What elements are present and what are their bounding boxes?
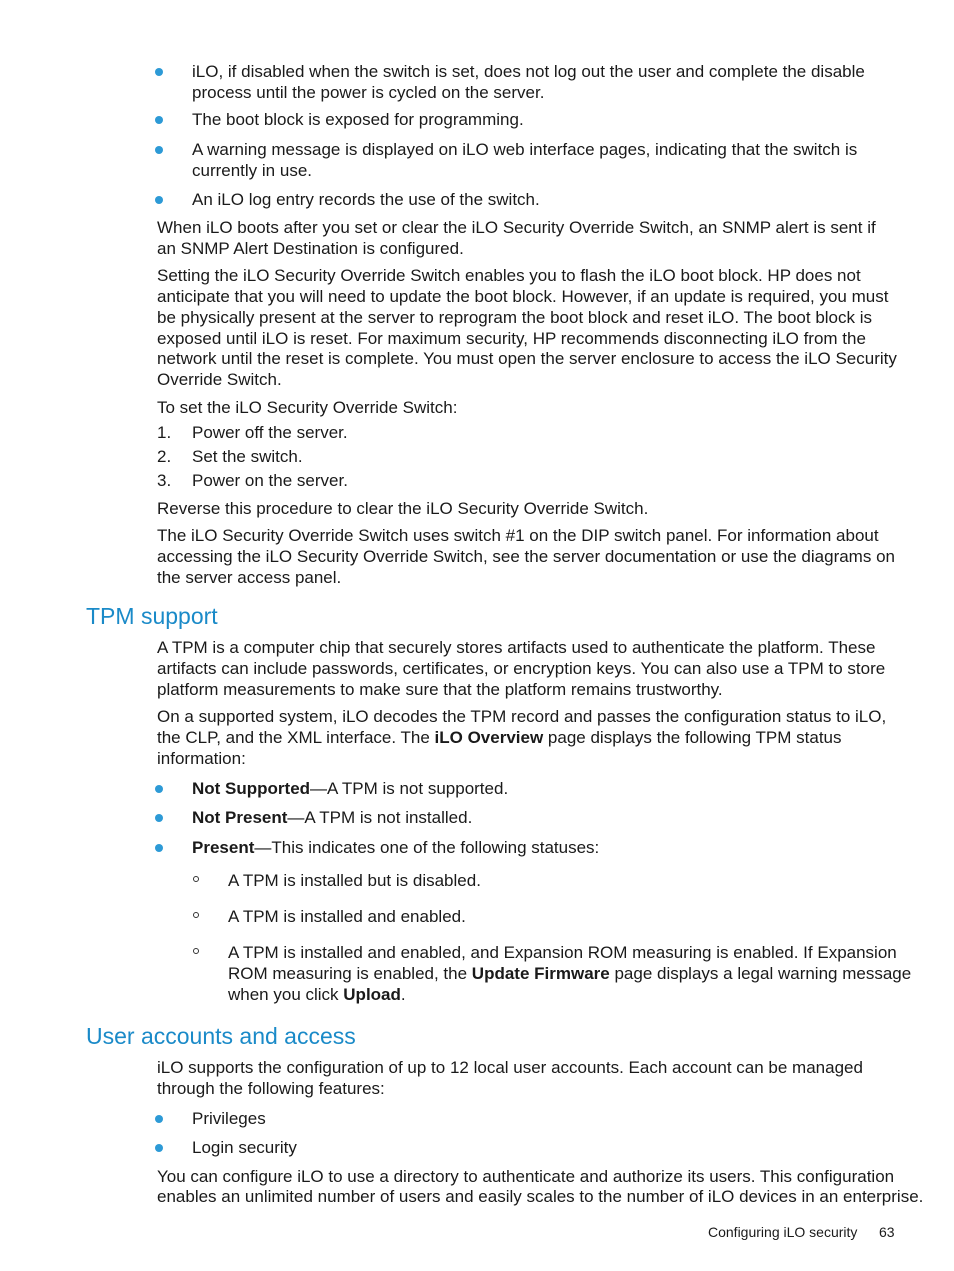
text-run: page displays the following TPM status: [543, 728, 842, 747]
bullet-text: The boot block is exposed for programming.: [192, 110, 524, 129]
step-number: 1.: [157, 423, 172, 442]
sub-status: [228, 984, 406, 1005]
text-run: the CLP, and the XML interface. The: [157, 728, 435, 747]
text-run: ROM measuring is enabled, the: [228, 964, 472, 983]
paragraph: accessing the iLO Security Override Switch, see the server documentation or use the diagrams on: [157, 547, 895, 566]
paragraph: Reverse this procedure to clear the iLO Security Override Switch.: [157, 499, 649, 518]
section-heading-users: User accounts and access: [86, 1023, 356, 1049]
bullet-text: currently in use.: [192, 161, 312, 180]
bullet-text: iLO, if disabled when the switch is set, does not log out the user and complete the disable: [192, 62, 865, 81]
status-item: [192, 837, 599, 858]
paragraph: information:: [157, 749, 246, 768]
paragraph: You can configure iLO to use a directory to authenticate and authorize its users. This configuration: [157, 1167, 895, 1186]
status-term: Not Present: [192, 808, 288, 827]
bullet-icon: [155, 1144, 163, 1152]
circle-bullet-icon: [193, 948, 199, 954]
paragraph: the server access panel.: [157, 568, 342, 587]
ui-term-upload: Upload: [343, 985, 401, 1004]
page-number: 63: [879, 1224, 895, 1240]
paragraph: anticipate that you will need to update the boot block. However, if an update is required, you must: [157, 287, 889, 306]
sub-status: [228, 963, 911, 984]
feature-item: Privileges: [192, 1109, 266, 1128]
circle-bullet-icon: [193, 912, 199, 918]
paragraph: through the following features:: [157, 1079, 385, 1098]
status-item: [192, 778, 508, 799]
status-desc: —This indicates one of the following statuses:: [254, 838, 600, 857]
footer-section-title: Configuring iLO security: [708, 1224, 858, 1240]
status-desc: —A TPM is not installed.: [287, 808, 473, 827]
bullet-icon: [155, 146, 163, 154]
step-number: 2.: [157, 447, 172, 466]
ui-term-ilo-overview: iLO Overview: [434, 728, 544, 747]
paragraph: iLO supports the configuration of up to 12 local user accounts. Each account can be managed: [157, 1058, 863, 1077]
text-run: .: [400, 985, 406, 1004]
text-run: when you click: [228, 985, 344, 1004]
section-heading-tpm: TPM support: [86, 603, 218, 629]
sub-status: A TPM is installed and enabled, and Expansion ROM measuring is enabled. If Expansion: [228, 943, 897, 962]
circle-bullet-icon: [193, 876, 199, 882]
paragraph: The iLO Security Override Switch uses switch #1 on the DIP switch panel. For information about: [157, 526, 879, 545]
ui-term-update-firmware: Update Firmware: [471, 964, 610, 983]
sub-status: A TPM is installed and enabled.: [228, 907, 466, 926]
paragraph: platform measurements to make sure that the platform remains trustworthy.: [157, 680, 723, 699]
paragraph: artifacts can include passwords, certificates, or encryption keys. You can also use a TPM to store: [157, 659, 886, 678]
feature-item: Login security: [192, 1138, 297, 1157]
bullet-text: An iLO log entry records the use of the switch.: [192, 190, 540, 209]
paragraph: enables an unlimited number of users and easily scales to the number of iLO devices in an enterprise.: [157, 1187, 924, 1206]
sub-status: A TPM is installed but is disabled.: [228, 871, 481, 890]
step-text: Power on the server.: [192, 471, 348, 490]
paragraph: To set the iLO Security Override Switch:: [157, 398, 458, 417]
bullet-icon: [155, 844, 163, 852]
status-desc: —A TPM is not supported.: [310, 779, 509, 798]
bullet-text: A warning message is displayed on iLO web interface pages, indicating that the switch is: [192, 140, 858, 159]
bullet-text: process until the power is cycled on the server.: [192, 83, 545, 102]
step-number: 3.: [157, 471, 172, 490]
status-item: [192, 807, 472, 828]
paragraph: network until the reset is complete. You must open the server enclosure to access the iLO Security: [157, 349, 897, 368]
bullet-icon: [155, 814, 163, 822]
paragraph: A TPM is a computer chip that securely stores artifacts used to authenticate the platform. These: [157, 638, 876, 657]
bullet-icon: [155, 116, 163, 124]
step-text: Set the switch.: [192, 447, 303, 466]
bullet-icon: [155, 785, 163, 793]
status-term: Present: [192, 838, 255, 857]
paragraph: Setting the iLO Security Override Switch enables you to flash the iLO boot block. HP does not: [157, 266, 861, 285]
step-text: Power off the server.: [192, 423, 348, 442]
paragraph: Override Switch.: [157, 370, 282, 389]
bullet-icon: [155, 1115, 163, 1123]
paragraph: On a supported system, iLO decodes the TPM record and passes the configuration status to iLO,: [157, 707, 887, 726]
paragraph: [157, 727, 842, 748]
paragraph: exposed until iLO is reset. For maximum security, HP recommends disconnecting iLO from the: [157, 329, 866, 348]
paragraph: an SNMP Alert Destination is configured.: [157, 239, 464, 258]
status-term: Not Supported: [192, 779, 311, 798]
bullet-icon: [155, 196, 163, 204]
text-run: page displays a legal warning message: [609, 964, 912, 983]
paragraph: be physically present at the server to reprogram the boot block and reset iLO. The boot block is: [157, 308, 873, 327]
bullet-icon: [155, 68, 163, 76]
paragraph: When iLO boots after you set or clear the iLO Security Override Switch, an SNMP alert is sent if: [157, 218, 876, 237]
